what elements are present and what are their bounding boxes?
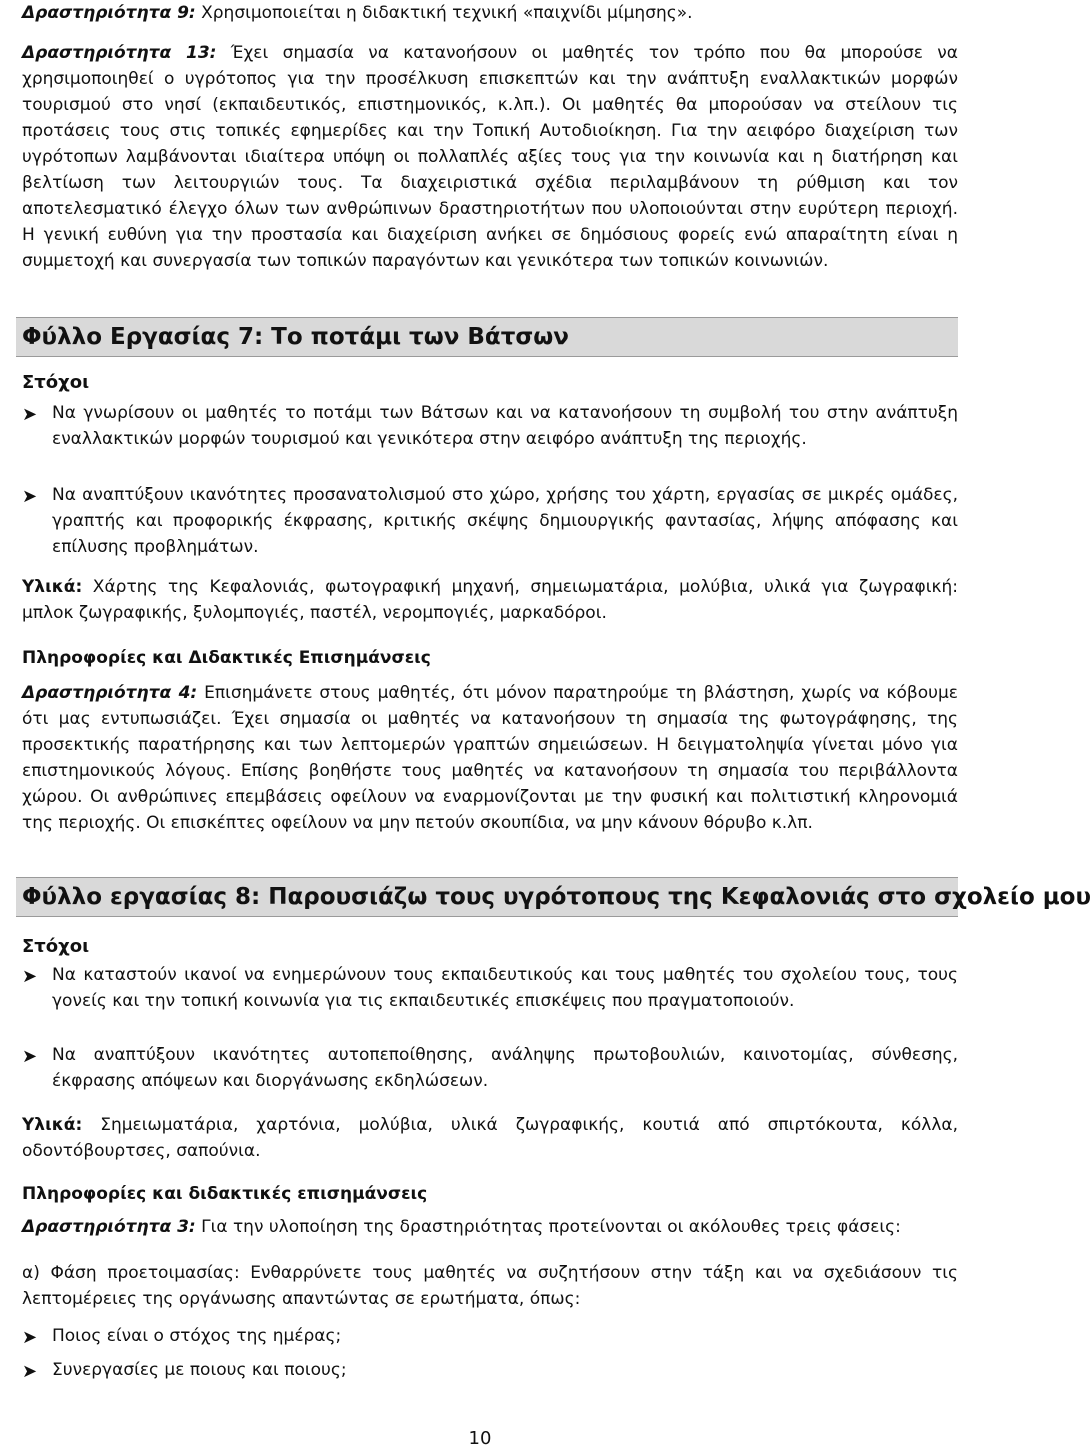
worksheet8-materials xyxy=(22,1112,958,1164)
worksheet7-materials-label: Υλικά: xyxy=(22,577,83,597)
worksheet8-goal-1-text: Να καταστούν ικανοί να ενημερώνουν τους εκπαιδευτικούς και τους μαθητές του σχολείου τους, τους γονείς και την τοπική κοινωνία για τις εκπαιδευτικές επισκέψεις που πραγματοποιούν. xyxy=(52,965,958,1011)
worksheet8-materials-text: Σημειωματάρια, χαρτόνια, μολύβια, υλικά ζωγραφικής, κουτιά από σπιρτόκουτα, κόλλα, οδοντόβουρτσες, σαπούνια. xyxy=(22,1115,958,1161)
activity9-paragraph xyxy=(22,0,958,26)
worksheet7-materials-text: Χάρτης της Κεφαλονιάς, φωτογραφική μηχανή, σημειωματάρια, μολύβια, υλικά για ζωγραφική: μπλοκ ζωγραφικής, ξυλομπογιές, παστέλ, νερομπογιές, μαρκαδόροι. xyxy=(22,577,958,623)
question-2-text: Συνεργασίες με ποιους και ποιους; xyxy=(52,1360,347,1380)
page-number: 10 xyxy=(468,1428,492,1449)
worksheet8-materials-label: Υλικά: xyxy=(22,1115,83,1135)
arrow-bullet-icon: ➤ xyxy=(22,486,38,507)
worksheet7-goal-2 xyxy=(22,482,958,560)
worksheet8-goal-1 xyxy=(22,962,958,1014)
phase-a-text: α) Φάση προετοιμασίας: Ενθαρρύνετε τους μαθητές να συζητήσουν στην τάξη και να σχεδιάσουν τις λεπτομέρειες της οργάνωσης απαντώντας σε ερωτήματα, όπως: xyxy=(22,1263,958,1309)
activity13-label: Δραστηριότητα 13: xyxy=(22,43,217,63)
worksheet7-title: Φύλλο Εργασίας 7: Το ποτάμι των Βάτσων xyxy=(22,324,569,350)
question-2 xyxy=(22,1357,958,1383)
arrow-bullet-icon: ➤ xyxy=(22,404,38,425)
activity9-text: Χρησιμοποιείται η διδακτική τεχνική «παιχνίδι μίμησης». xyxy=(195,3,693,23)
worksheet8-title: Φύλλο εργασίας 8: Παρουσιάζω τους υγρότοπους της Κεφαλονιάς στο σχολείο μου xyxy=(22,884,1091,910)
question-1 xyxy=(22,1323,958,1349)
worksheet7-goal-1-text: Να γνωρίσουν οι μαθητές το ποτάμι των Βάτσων και να κατανοήσουν τη συμβολή του στην ανάπτυξη εναλλακτικών μορφών τουρισμού και γενικότερα στην αειφόρο ανάπτυξη της περιοχής. xyxy=(52,403,958,449)
activity3-paragraph xyxy=(22,1214,958,1240)
phase-a-paragraph xyxy=(22,1260,958,1312)
activity4-text: Επισημάνετε στους μαθητές, ότι μόνον παρατηρούμε τη βλάστηση, χωρίς να κόβουμε ότι μας εντυπωσιάζει. Έχει σημασία οι μαθητές να κατανοήσουν τη σημασία της φωτογράφησης, της προσεκτικής παρατήρησης και των λεπτομερών γραπτών σημειώσεων. Η δειγματοληψία γίνεται μόνο για επιστημονικούς λόγους. Επίσης βοηθήστε τους μαθητές να κατανοήσουν τη σημασία του περιβάλλοντα χώρου. Οι ανθρώπινες επεμβάσεις οφείλουν να εναρμονίζονται με την φυσική και πολιτιστική κληρονομιά της περιοχής. Οι επισκέπτες οφείλουν να μην πετούν σκουπίδια, να μην κάνουν θόρυβο κ.λπ. xyxy=(22,683,958,833)
worksheet7-info-heading: Πληροφορίες και Διδακτικές Επισημάνσεις xyxy=(22,648,431,668)
activity4-paragraph xyxy=(22,680,958,836)
activity3-text: Για την υλοποίηση της δραστηριότητας προτείνονται οι ακόλουθες τρεις φάσεις: xyxy=(195,1217,901,1237)
arrow-bullet-icon: ➤ xyxy=(22,1361,38,1382)
worksheet8-info-heading: Πληροφορίες και διδακτικές επισημάνσεις xyxy=(22,1184,428,1204)
activity9-label: Δραστηριότητα 9: xyxy=(22,3,196,23)
activity3-label: Δραστηριότητα 3: xyxy=(22,1217,196,1237)
worksheet8-goal-2-text: Να αναπτύξουν ικανότητες αυτοπεποίθησης, ανάληψης πρωτοβουλιών, καινοτομίας, σύνθεσης, έκφρασης απόψεων και διοργάνωσης εκδηλώσεων. xyxy=(52,1045,958,1091)
worksheet7-goal-2-text: Να αναπτύξουν ικανότητες προσανατολισμού στο χώρο, χρήσης του χάρτη, εργασίας σε μικρές ομάδες, γραπτής και προφορικής έκφρασης, κριτικής σκέψης δημιουργικής φαντασίας, λήψης απόφασης και επίλυσης προβλημάτων. xyxy=(52,485,958,557)
worksheet7-goals-heading: Στόχοι xyxy=(22,372,90,393)
worksheet7-goal-1 xyxy=(22,400,958,452)
arrow-bullet-icon: ➤ xyxy=(22,1327,38,1348)
worksheet7-materials xyxy=(22,574,958,626)
worksheet8-goals-heading: Στόχοι xyxy=(22,936,90,957)
arrow-bullet-icon: ➤ xyxy=(22,1046,38,1067)
worksheet7-title-band xyxy=(16,317,958,357)
activity13-paragraph xyxy=(22,40,958,274)
question-1-text: Ποιος είναι ο στόχος της ημέρας; xyxy=(52,1326,342,1346)
activity13-text: Έχει σημασία να κατανοήσουν οι μαθητές τον τρόπο που θα μπορούσε να χρησιμοποιηθεί ο υγρότοπος για την προσέλκυση επισκεπτών και την ανάπτυξη εναλλακτικών μορφών τουρισμού στο νησί (εκπαιδευτικός, επιστημονικός, κ.λπ.). Οι μαθητές θα μπορούσαν να στείλουν τις προτάσεις τους στις τοπικές εφημερίδες και την Τοπική Αυτοδιοίκηση. Για την αειφόρο διαχείριση των υγρότοπων λαμβάνονται ιδιαίτερα υπόψη οι πολλαπλές αξίες τους για την κοινωνία και η διατήρηση και βελτίωση των λειτουργιών τους. Τα διαχειριστικά σχέδια περιλαμβάνουν τη ρύθμιση και τον αποτελεσματικό έλεγχο όλων των ανθρώπινων δραστηριοτήτων που υλοποιούνται στην ευρύτερη περιοχή. Η γενική ευθύνη για την προστασία και διαχείριση ανήκει σε δημόσιους φορείς ενώ απαραίτητη είναι η συμμετοχή και συνεργασία των τοπικών παραγόντων και γενικότερα των τοπικών κοινωνιών. xyxy=(22,43,959,271)
activity4-label: Δραστηριότητα 4: xyxy=(22,683,198,703)
worksheet8-title-band xyxy=(16,877,1091,917)
worksheet8-goal-2 xyxy=(22,1042,958,1094)
arrow-bullet-icon: ➤ xyxy=(22,966,38,987)
